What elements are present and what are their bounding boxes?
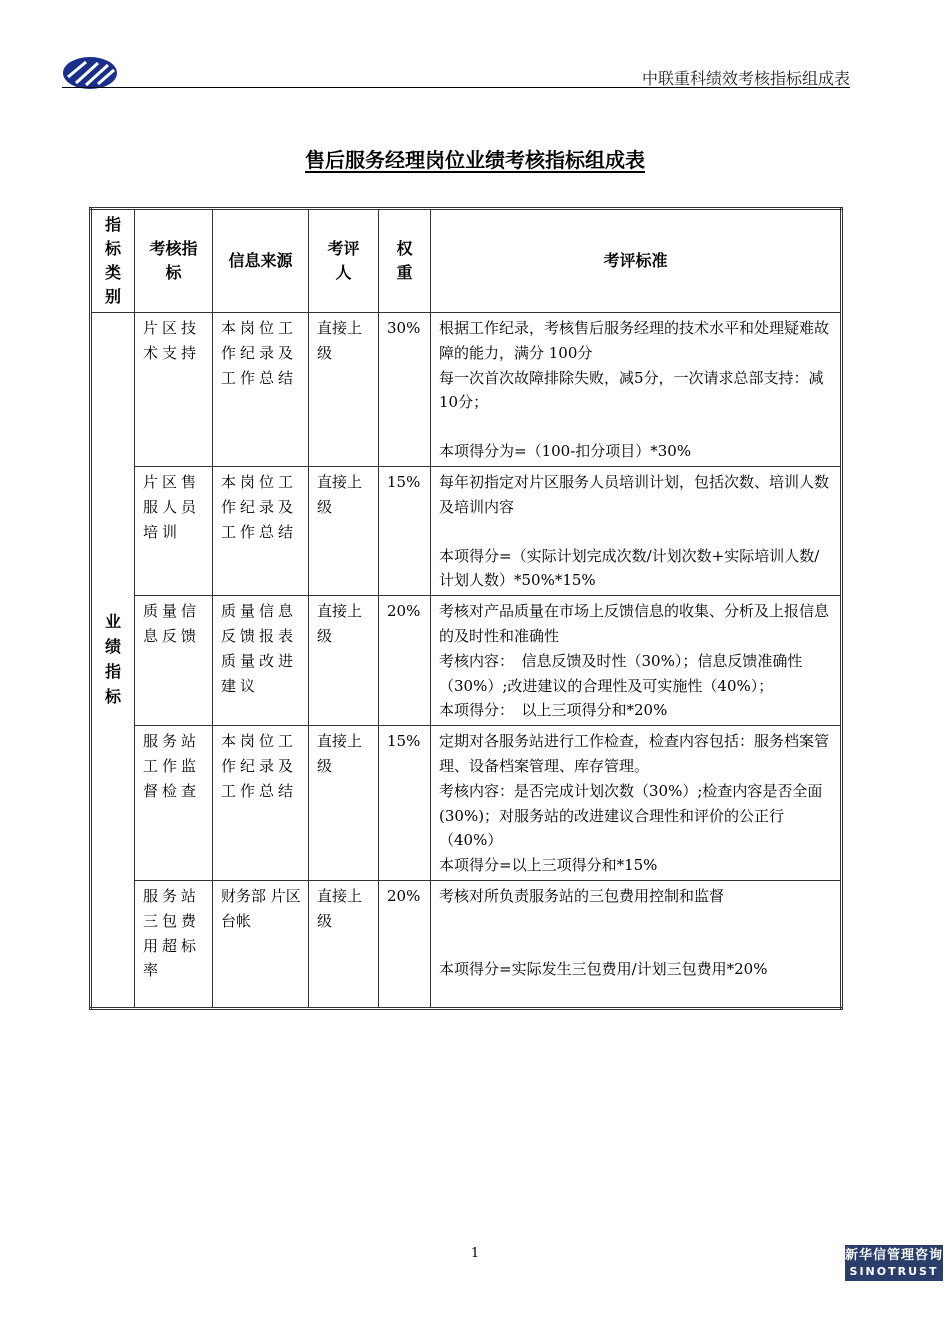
criteria-line: 本项得分： 以上三项得分和*20% — [439, 701, 668, 720]
criteria-cell — [431, 880, 842, 1008]
criteria-spacer — [439, 520, 834, 544]
kpi-table-wrapper — [89, 207, 843, 1010]
consultant-badge — [845, 1245, 943, 1281]
table-row — [91, 596, 842, 726]
table-header-row — [91, 209, 842, 313]
evaluator-cell: 直接上级 — [309, 880, 379, 1008]
criteria-line: 本项得分为=（100-扣分项目）*30% — [439, 442, 692, 461]
criteria-cell — [431, 596, 842, 726]
criteria-line: 定期对各服务站进行工作检查，检查内容包括：服务档案管理、设备档案管理、库存管理。 — [439, 732, 830, 775]
source-cell: 本岗位工作纪录及工作总结 — [213, 726, 309, 881]
weight-cell: 15% — [379, 466, 431, 595]
header-divider — [62, 87, 850, 88]
indicator-cell: 片区售服人员培训 — [135, 466, 213, 595]
criteria-line: 考核内容：是否完成计划次数（30%）;检查内容是否全面(30%)；对服务站的改进建议合理性和评价的公正行（40%） — [439, 781, 823, 850]
weight-cell: 20% — [379, 596, 431, 726]
criteria-line: 考核对所负责服务站的三包费用控制和监督 — [439, 886, 725, 905]
header-criteria: 考评标准 — [431, 209, 842, 313]
criteria-line: 考核对产品质量在市场上反馈信息的收集、分析及上报信息的及时性和准确性 — [439, 602, 830, 645]
criteria-cell — [431, 313, 842, 467]
page-number: 1 — [470, 1246, 480, 1261]
kpi-table — [89, 207, 843, 1010]
criteria-line: 本项得分=以上三项得分和*15% — [439, 856, 658, 875]
criteria-line: 根据工作纪录，考核售后服务经理的技术水平和处理疑难故障的能力，满分 100分 — [439, 319, 830, 362]
header-source: 信息来源 — [213, 209, 309, 313]
weight-cell: 15% — [379, 726, 431, 881]
criteria-line: 每年初指定对片区服务人员培训计划，包括次数、培训人数及培训内容 — [439, 472, 830, 516]
document-title — [0, 144, 950, 173]
table-row — [91, 880, 842, 1008]
indicator-cell: 质量信息反馈 — [135, 596, 213, 726]
weight-cell: 20% — [379, 880, 431, 1008]
table-row — [91, 726, 842, 881]
criteria-spacer — [439, 415, 834, 439]
table-row — [91, 313, 842, 467]
criteria-line: 本项得分=实际发生三包费用/计划三包费用*20% — [439, 959, 768, 978]
evaluator-cell: 直接上级 — [309, 466, 379, 595]
category-cell: 业绩指标 — [91, 313, 135, 1009]
criteria-line: 本项得分=（实际计划完成次数/计划次数+实际培训人数/计划人数）*50%*15% — [439, 546, 820, 590]
source-cell: 质量信息反馈报表 质量改进建议 — [213, 596, 309, 726]
criteria-cell — [431, 726, 842, 881]
criteria-cell — [431, 466, 842, 595]
indicator-cell: 服务站工作监督检查 — [135, 726, 213, 881]
table-row — [91, 466, 842, 595]
criteria-spacer — [439, 933, 834, 957]
header-category: 指标类别 — [91, 209, 135, 313]
weight-cell: 30% — [379, 313, 431, 467]
criteria-line: 考核内容： 信息反馈及时性（30%）；信息反馈准确性（30%）;改进建议的合理性及可实施性（40%）； — [439, 651, 803, 695]
company-logo — [62, 56, 118, 90]
header-indicator: 考核指标 — [135, 209, 213, 313]
source-cell: 本岗位工作纪录及工作总结 — [213, 466, 309, 595]
source-cell: 财务部 片区台帐 — [213, 880, 309, 1008]
evaluator-cell: 直接上级 — [309, 726, 379, 881]
indicator-cell: 服务站三包费用超标率 — [135, 880, 213, 1008]
document-title-text: 售后服务经理岗位业绩考核指标组成表 — [305, 148, 645, 172]
badge-chinese-text: 新华信管理咨询 — [845, 1248, 944, 1263]
header-evaluator: 考评人 — [309, 209, 379, 313]
indicator-cell: 片区技术支持 — [135, 313, 213, 467]
header-title: 中联重科绩效考核指标组成表 — [641, 69, 850, 88]
source-cell: 本岗位工作纪录及工作总结 — [213, 313, 309, 467]
evaluator-cell: 直接上级 — [309, 313, 379, 467]
evaluator-cell: 直接上级 — [309, 596, 379, 726]
badge-english-text: SINOTRUST — [849, 1265, 939, 1278]
criteria-line: 每一次首次故障排除失败，减5分，一次请求总部支持：减10分； — [439, 368, 824, 412]
header-weight: 权重 — [379, 209, 431, 313]
criteria-spacer — [439, 909, 834, 933]
